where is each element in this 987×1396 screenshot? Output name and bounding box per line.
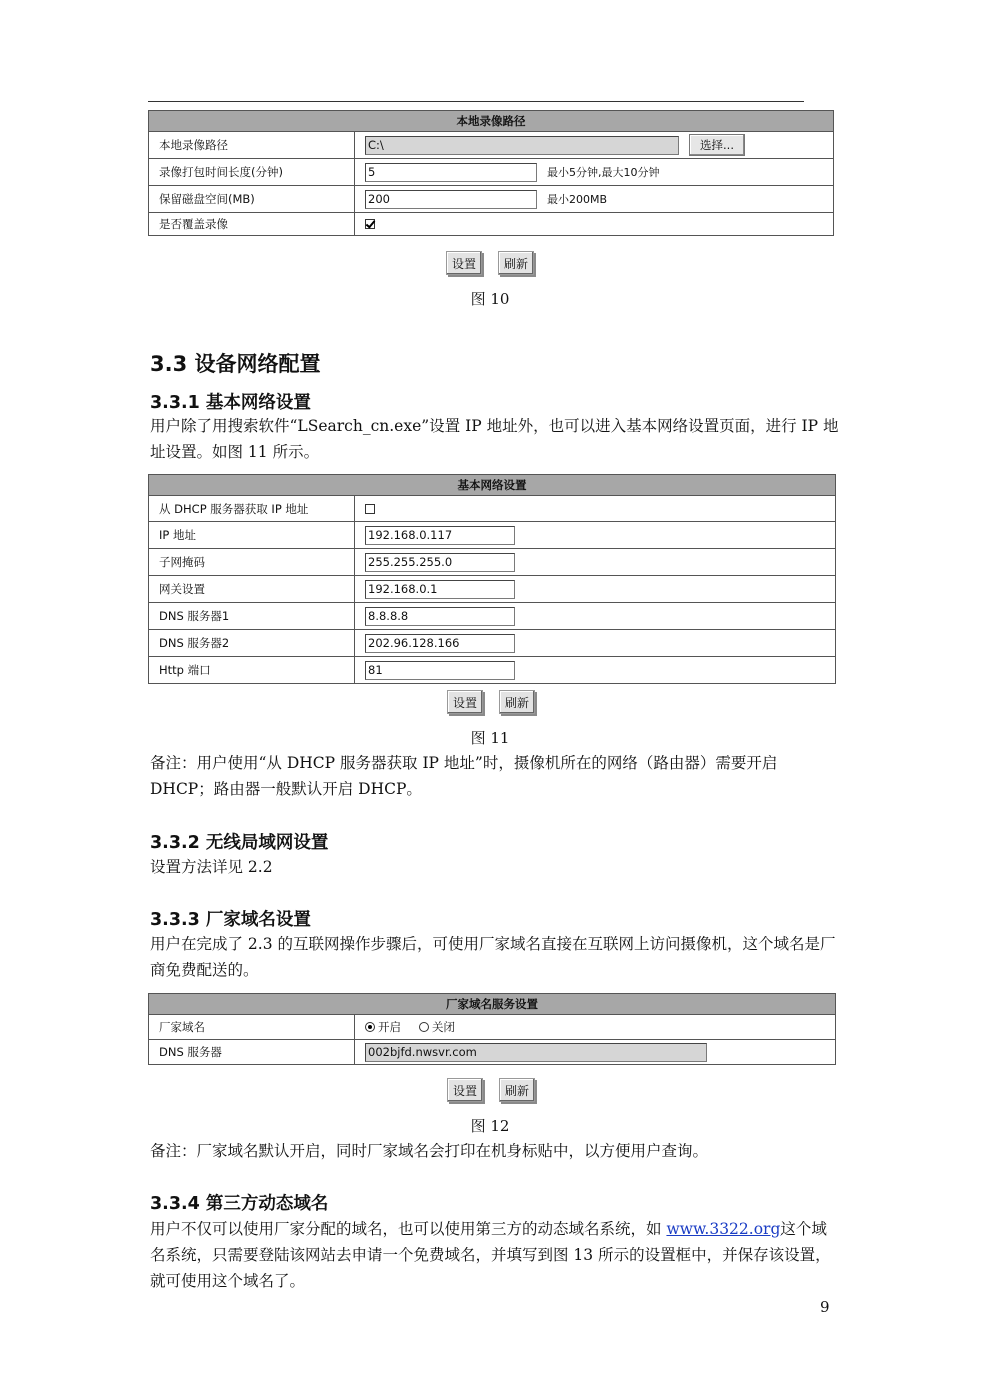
refresh-button[interactable]: 刷新 xyxy=(499,1078,535,1102)
section-3-3-2-title: 3.3.2 无线局域网设置 xyxy=(150,833,329,853)
vendor-dns-row xyxy=(149,1040,835,1064)
fig11-actions xyxy=(447,690,535,714)
http-port-label: Http 端口 xyxy=(149,657,355,683)
subnet-row xyxy=(149,549,835,576)
vendor-dns-input[interactable]: 002bjfd.nwsvr.com xyxy=(365,1043,707,1062)
pack-duration-label: 录像打包时间长度(分钟) xyxy=(149,159,355,185)
section-3-3-4-title: 3.3.4 第三方动态域名 xyxy=(150,1194,329,1214)
dns1-label: DNS 服务器1 xyxy=(149,603,355,629)
dns1-row xyxy=(149,603,835,630)
record-path-label: 本地录像路径 xyxy=(149,132,355,158)
browse-button[interactable]: 选择... xyxy=(689,134,745,156)
section-3-3-3-para: 用户在完成了 2.3 的互联网操作步骤后，可使用厂家域名直接在互联网上访问摄像机，这个域名是厂商免费配送的。 xyxy=(150,935,836,979)
gateway-label: 网关设置 xyxy=(149,576,355,602)
section-3-3-1-title: 3.3.1 基本网络设置 xyxy=(150,393,311,413)
section-3-3-4-para xyxy=(150,1216,840,1294)
set-button[interactable]: 设置 xyxy=(446,251,482,275)
overwrite-row xyxy=(149,213,833,235)
ip-input[interactable]: 192.168.0.117 xyxy=(365,526,515,545)
domain-off-radio[interactable] xyxy=(419,1022,429,1032)
dns2-input[interactable]: 202.96.128.166 xyxy=(365,634,515,653)
domain-on-label: 开启 xyxy=(378,1020,401,1034)
set-button[interactable]: 设置 xyxy=(447,1078,483,1102)
dns2-label: DNS 服务器2 xyxy=(149,630,355,656)
fig12-actions xyxy=(447,1078,535,1102)
subnet-label: 子网掩码 xyxy=(149,549,355,575)
basic-network-panel xyxy=(148,474,836,684)
fig12-note: 备注：厂家域名默认开启，同时厂家域名会打印在机身标贴中，以方便用户查询。 xyxy=(150,1142,709,1160)
http-port-input[interactable]: 81 xyxy=(365,661,515,680)
page-number: 9 xyxy=(820,1298,830,1316)
fig10-caption: 图 10 xyxy=(470,290,510,308)
para-text-a: 用户不仅可以使用厂家分配的域名，也可以使用第三方的动态域名系统，如 xyxy=(150,1220,667,1238)
panel-header: 基本网络设置 xyxy=(149,475,835,496)
record-path-input[interactable]: C:\ xyxy=(365,136,679,155)
reserve-disk-row xyxy=(149,186,833,213)
fig11-note: 备注：用户使用“从 DHCP 服务器获取 IP 地址”时，摄像机所在的网络（路由器）需要开启 DHCP；路由器一般默认开启 DHCP。 xyxy=(150,754,778,798)
section-3-3-title: 3.3 设备网络配置 xyxy=(150,352,321,376)
para-text-b: 这个域名系统，只需要登陆该网站去申请一个免费域名，并填写到图 13 所示的设置框中，并保存该设置，就可使用这个域名了。 xyxy=(150,1220,831,1290)
reserve-disk-hint: 最小200MB xyxy=(547,193,608,206)
header-rule xyxy=(148,101,804,102)
set-button[interactable]: 设置 xyxy=(447,690,483,714)
domain-on-radio[interactable] xyxy=(365,1022,375,1032)
fig12-caption: 图 12 xyxy=(470,1117,510,1135)
gateway-input[interactable]: 192.168.0.1 xyxy=(365,580,515,599)
gateway-row xyxy=(149,576,835,603)
vendor-dns-label: DNS 服务器 xyxy=(149,1040,355,1064)
link-3322[interactable]: www.3322.org xyxy=(666,1220,781,1238)
section-3-3-1-para: 用户除了用搜索软件“LSearch_cn.exe”设置 IP 地址外，也可以进入基本网络设置页面，进行 IP 地址设置。如图 11 所示。 xyxy=(150,417,839,461)
overwrite-label: 是否覆盖录像 xyxy=(149,213,355,235)
dns1-input[interactable]: 8.8.8.8 xyxy=(365,607,515,626)
dhcp-row xyxy=(149,496,835,522)
panel-header: 本地录像路径 xyxy=(149,111,833,132)
local-record-path-panel xyxy=(148,110,834,236)
section-3-3-2-para: 设置方法详见 2.2 xyxy=(150,858,273,876)
dhcp-label: 从 DHCP 服务器获取 IP 地址 xyxy=(149,496,355,521)
http-port-row xyxy=(149,657,835,683)
section-3-3-3-title: 3.3.3 厂家域名设置 xyxy=(150,910,311,930)
panel-header: 厂家域名服务设置 xyxy=(149,994,835,1015)
vendor-domain-label: 厂家域名 xyxy=(149,1015,355,1039)
fig10-actions xyxy=(446,251,534,275)
refresh-button[interactable]: 刷新 xyxy=(499,690,535,714)
pack-duration-row xyxy=(149,159,833,186)
vendor-domain-panel xyxy=(148,993,836,1065)
dhcp-checkbox[interactable] xyxy=(365,504,375,514)
ip-label: IP 地址 xyxy=(149,522,355,548)
reserve-disk-label: 保留磁盘空间(MB) xyxy=(149,186,355,212)
record-path-row xyxy=(149,132,833,159)
ip-row xyxy=(149,522,835,549)
fig11-caption: 图 11 xyxy=(470,729,510,747)
pack-duration-input[interactable]: 5 xyxy=(365,163,537,182)
dns2-row xyxy=(149,630,835,657)
subnet-input[interactable]: 255.255.255.0 xyxy=(365,553,515,572)
domain-off-label: 关闭 xyxy=(432,1020,455,1034)
overwrite-checkbox[interactable] xyxy=(365,219,375,229)
refresh-button[interactable]: 刷新 xyxy=(498,251,534,275)
reserve-disk-input[interactable]: 200 xyxy=(365,190,537,209)
vendor-domain-row xyxy=(149,1015,835,1040)
pack-duration-hint: 最小5分钟,最大10分钟 xyxy=(547,166,660,179)
